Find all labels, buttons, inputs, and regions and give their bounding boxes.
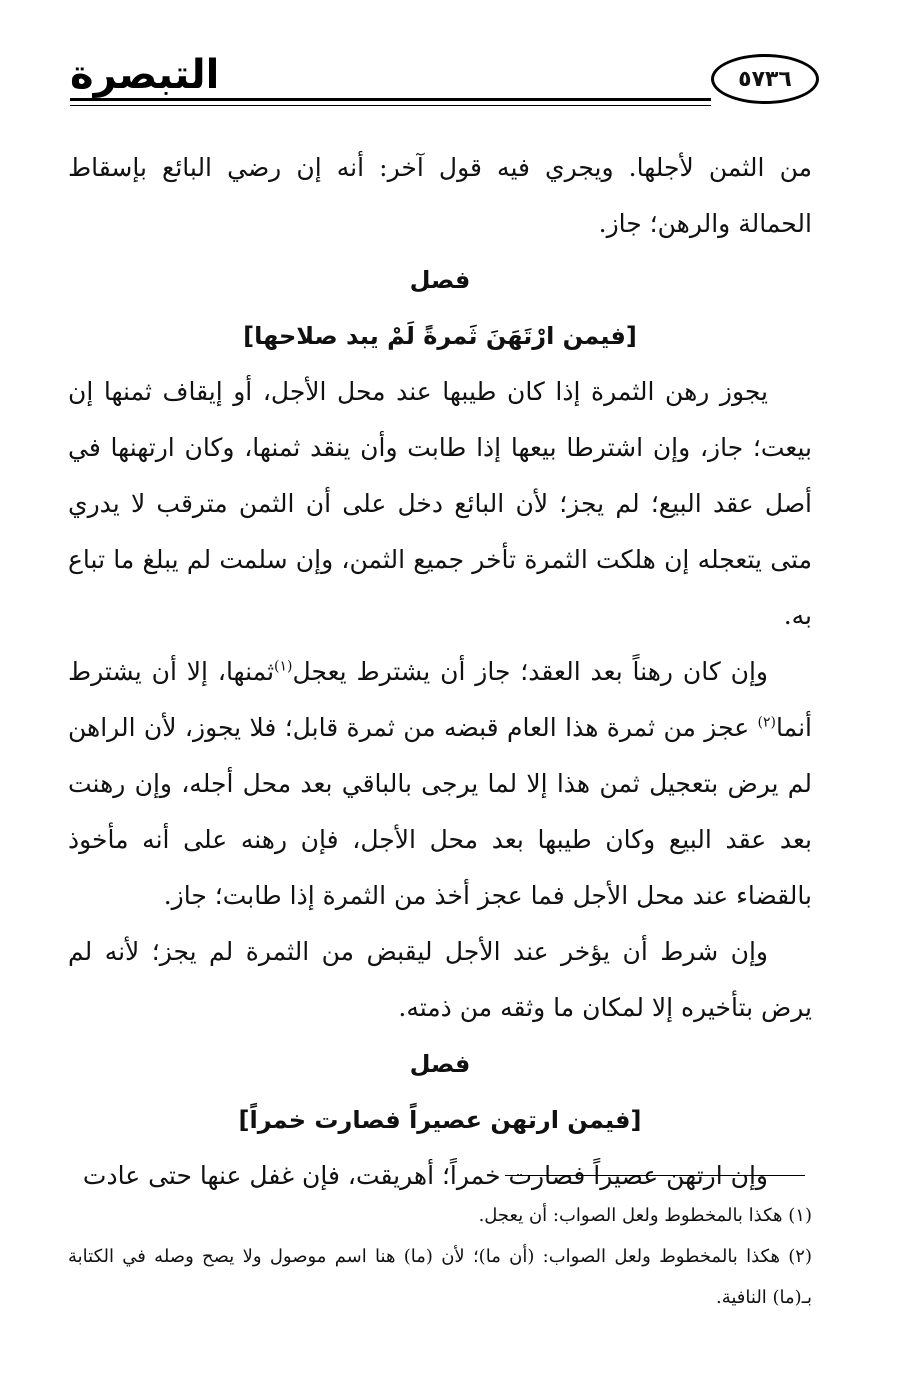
footnote-1: (١) هكذا بالمخطوط ولعل الصواب: أن يعجل.: [478, 1205, 812, 1226]
section-heading-2: فصل: [409, 1050, 471, 1078]
paragraph-3-part-b: ثمنها، إلا أن يشترط أنما: [68, 657, 812, 742]
section-heading-1: فصل: [409, 266, 471, 294]
footnote-2: (٢) هكذا بالمخطوط ولعل الصواب: (أن ما)؛ لأن (ما) هنا اسم موصول ولا يصح وصله في الكتابة بـ(ما) النافية.: [68, 1246, 812, 1308]
page-number-badge: [711, 54, 819, 104]
paragraph-3-part-c: عجز من ثمرة هذا العام قبضه من ثمرة قابل؛ فلا يجوز، لأن الراهن لم يرض بتعجيل ثمن هذا إلا لما يرجى بالباقي بعد محل أجله، وإن رهنت بعد عقد البيع وكان طيبها بعد محل الأجل، فإن رهنه على أنه مأخوذ بالقضاء عند محل الأجل فما عجز أخذ من الثمرة إذا طابت؛ جاز.: [68, 713, 812, 910]
paragraph-5: وإن ارتهن عصيراً فصارت خمراً؛ أهريقت، فإن غفل عنها حتى عادت: [82, 1161, 768, 1190]
main-text: [68, 140, 812, 1204]
paragraph-3: [68, 644, 812, 924]
page-header: [70, 48, 819, 118]
footnote-ref-2[interactable]: (٢): [757, 714, 777, 731]
footnote-ref-1[interactable]: (١): [274, 658, 293, 675]
section-subheading-1: [فيمن ارْتَهَنَ ثَمرةً لَمْ يبد صلاحها]: [243, 322, 637, 350]
header-rule-thin: [70, 105, 711, 106]
paragraph-1: من الثمن لأجلها. ويجري فيه قول آخر: أنه إن رضي البائع بإسقاط الحمالة والرهن؛ جاز.: [68, 153, 812, 238]
page-number: ٥٧٣٦: [738, 66, 792, 92]
book-title: التبصرة: [70, 52, 220, 98]
footnotes: [68, 1195, 812, 1318]
paragraph-2: يجوز رهن الثمرة إذا كان طيبها عند محل الأجل، أو إيقاف ثمنها إن بيعت؛ جاز، وإن اشترطا بيعها إذا طابت وأن ينقد ثمنها، وكان ارتهنها في أصل عقد البيع؛ لم يجز؛ لأن البائع دخل على أن الثمن مترقب لا يدري متى يتعجله إن هلكت الثمرة تأخر جميع الثمن، وإن سلمت لم يبلغ ما تباع به.: [68, 377, 812, 630]
section-subheading-2: [فيمن ارتهن عصيراً فصارت خمراً]: [238, 1106, 642, 1134]
paragraph-4: وإن شرط أن يؤخر عند الأجل ليقبض من الثمرة لم يجز؛ لأنه لم يرض بتأخيره إلا لمكان ما وثقه من ذمته.: [68, 937, 812, 1022]
footnote-separator: [505, 1175, 805, 1176]
paragraph-3-part-a: وإن كان رهناً بعد العقد؛ جاز أن يشترط يعجل: [292, 657, 768, 686]
header-rule-thick: [70, 98, 711, 101]
